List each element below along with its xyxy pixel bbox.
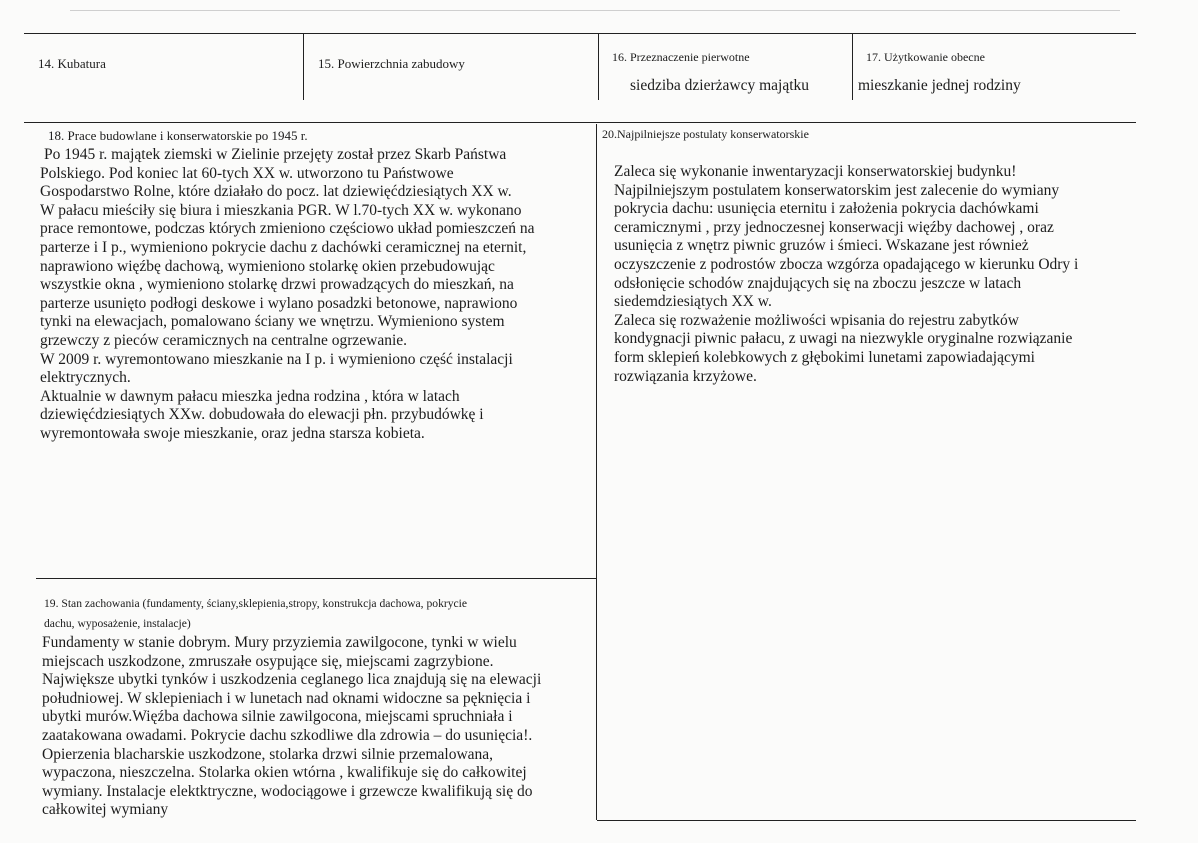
field-18-line: Polskiego. Pod koniec lat 60-tych XX w. utworzono tu Państwowe [40,164,454,182]
field-18-line: grzewczy z pieców ceramicznych na centralne ogrzewanie. [40,331,408,349]
field-19-line: południowej. W sklepieniach i w lunetach nad oknami widoczne sa pęknięcia i [42,689,531,707]
divider-14-15 [303,34,304,100]
field-18-line: wyremontowała swoje mieszkanie, oraz jedna starsza kobieta. [40,424,425,442]
field-20-line: Najpilniejszym postulatem konserwatorskim jest zalecenie do wymiany [614,181,1060,199]
field-18-line: W 2009 r. wyremontowano mieszkanie na I p. i wymieniono część instalacji [40,350,513,368]
field-19-label-line1: 19. Stan zachowania (fundamenty, ściany,sklepienia,stropy, konstrukcja dachowa, pokrycie [44,597,468,610]
field-19-line: całkowitej wymiany [42,801,169,819]
field-19-body [42,634,594,820]
field-20-line: oczyszczenie z podrostów zbocza wzgórza opadającego w kierunku Odry i [614,255,1079,273]
field-18-body [40,146,594,456]
field-20-line: rozwiązania krzyżowe. [614,367,757,385]
field-17-label: 17. Użytkowanie obecne [866,50,985,64]
field-20-label: 20.Najpilniejsze postulaty konserwatorskie [602,127,809,141]
field-19-line: wymiany. Instalacje elektktryczne, wodociągowe i grzewcze kwalifikują się do [42,782,533,800]
field-20-line: Zaleca się wykonanie inwentaryzacji konserwatorskiej budynku! [614,163,1017,180]
field-18-line: naprawiono więźbę dachową, wymieniono stolarkę okien przebudowując [40,257,495,275]
field-18-line: dziewięćdziesiątych XXw. dobudowała do elewacji płn. przybudówkę i [40,406,484,424]
field-19-line: Opierzenia blacharskie uszkodzone, stolarka drzwi silnie przemalowana, [42,745,494,763]
field-19-label-line2: dachu, wyposażenie, instalacje) [44,617,191,630]
field-18-line: parterze usunięto podłogi deskowe i wylano posadzki betonowe, naprawiono [40,294,518,312]
field-18-line: wszystkie okna , wymieniono stolarkę drzwi prowadzących do mieszkań, na [40,276,514,294]
field-19-line: ubytki murów.Więźba dachowa silnie zawilgocona, miejscami spruchniała i [42,708,513,726]
field-19-line: miejscach uszkodzone, zmruszałe osypujące się, miejscami zagrzybione. [42,652,494,670]
field-19-line: zaatakowana owadami. Pokrycie dachu szkodliwe dla zdrowia – do usunięcia!. [42,726,533,744]
field-18-line: tynki na elewacjach, pomalowano ściany we wnętrzu. Wymieniono system [40,313,505,331]
field-19-line: Największe ubytki tynków i uszkodzenia ceglanego lica znajdują się na elewacji [42,671,542,689]
field-20-line: odsłonięcie schodów znajdujących się na zboczu jeszcze w latach [614,274,1022,292]
field-20-line: Zaleca się rozważenie możliwości wpisania do rejestru zabytków [614,311,1019,329]
field-15-label: 15. Powierzchnia zabudowy [318,56,465,71]
field-19-top-border [36,578,596,579]
field-18-line: Po 1945 r. majątek ziemski w Zielinie przejęty został przez Skarb Państwa [44,146,507,163]
field-20-body [614,163,1134,395]
field-20-line: pokrycia dachu: usunięcia eternitu i założenia pokrycia dachówkami [614,200,1039,218]
field-20-line: kondygnacji piwnic pałacu, z uwagi na niezwykle oryginalne rozwiązanie [614,330,1073,348]
field-18-line: W pałacu mieściły się biura i mieszkania PGR. W l.70-tych XX w. wykonano [40,201,522,219]
field-19-line: wypaczona, nieszczelna. Stolarka okien wtórna , kwalifikuje się do całkowitej [42,764,527,782]
field-18-line: Gospodarstwo Rolne, które działało do pocz. lat dziewięćdziesiątych XX w. [40,183,512,201]
field-16-label: 16. Przeznaczenie pierwotne [612,50,750,64]
field-18-line: Aktualnie w dawnym pałacu mieszka jedna rodzina , która w latach [40,387,460,405]
field-16-value: siedziba dzierżawcy majątku [630,77,810,94]
field-18-line: elektrycznych. [40,369,131,387]
field-18-line: prace remontowe, podczas których zmieniono częściowo układ pomieszczeń na [40,220,535,238]
top-faint-rule [70,10,1120,11]
field-20-line: usunięcia z wnętrz piwnic gruzów i śmieci. Wskazane jest również [614,237,1029,255]
field-14-label: 14. Kubatura [38,56,106,71]
field-20-line: ceramicznymi , przy jednoczesnej konserwacji więźby dachowej , oraz [614,218,1054,236]
field-20-line: siedemdziesiątych XX w. [614,293,772,311]
divider-18-20 [596,124,597,820]
top-row-top-border [24,33,1136,34]
field-17-value: mieszkanie jednej rodziny [858,77,1021,94]
field-19-line: Fundamenty w stanie dobrym. Mury przyziemia zawilgocone, tynki w wielu [42,634,517,651]
divider-16-17 [852,34,853,100]
divider-15-16 [598,34,599,100]
top-row-bottom-border [24,122,1136,123]
bottom-right-border [597,820,1136,821]
field-18-label: 18. Prace budowlane i konserwatorskie po 1945 r. [48,128,308,143]
field-20-line: form sklepień kolebkowych z głębokimi lunetami zapowiadającymi [614,348,1035,366]
field-18-line: parterze i I p., wymieniono pokrycie dachu z dachówki ceramicznej na eternit, [40,238,527,256]
